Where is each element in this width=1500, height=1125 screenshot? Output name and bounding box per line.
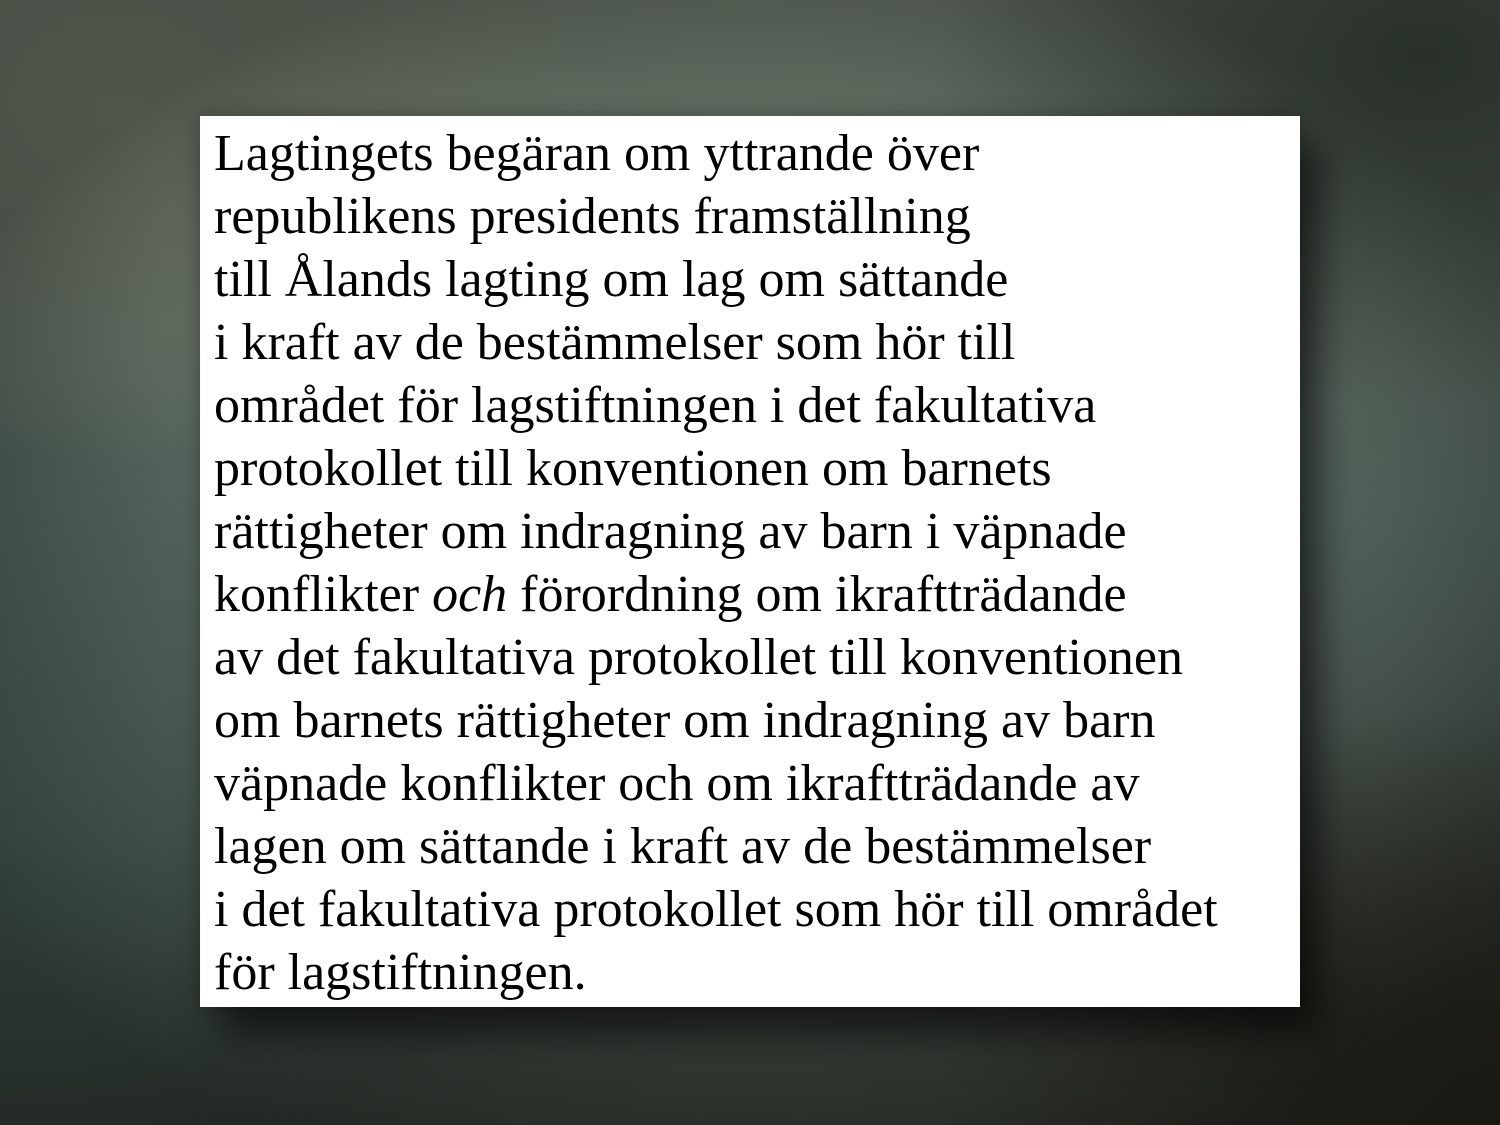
text-line-11: väpnade konflikter och om ikraftträdande av xyxy=(214,755,1140,812)
italic-word: och xyxy=(432,566,508,623)
text-line-1: Lagtingets begäran om yttrande över xyxy=(214,125,980,182)
text-line-4: i kraft av de bestämmelser som hör till xyxy=(214,314,1016,371)
text-line-10: om barnets rättigheter om indragning av barn xyxy=(214,692,1156,749)
text-line-8-after: förordning om ikraftträdande xyxy=(507,566,1127,623)
text-line-12: lagen om sättande i kraft av de bestämmelser xyxy=(214,818,1152,875)
text-line-3: till Ålands lagting om lag om sättande xyxy=(214,251,1009,308)
text-line-2: republikens presidents framställning xyxy=(214,188,971,245)
text-line-13: i det fakultativa protokollet som hör till området xyxy=(214,881,1218,938)
document-page xyxy=(200,116,1300,1007)
text-line-7: rättigheter om indragning av barn i väpnade xyxy=(214,503,1127,560)
text-line-6: protokollet till konventionen om barnets xyxy=(214,440,1052,497)
text-line-8 xyxy=(214,563,1290,626)
text-line-5: området för lagstiftningen i det fakultativa xyxy=(214,377,1097,434)
text-line-8-before: konflikter xyxy=(214,566,433,623)
text-line-9: av det fakultativa protokollet till konventionen xyxy=(214,629,1183,686)
text-line-14: för lagstiftningen. xyxy=(214,944,587,1001)
